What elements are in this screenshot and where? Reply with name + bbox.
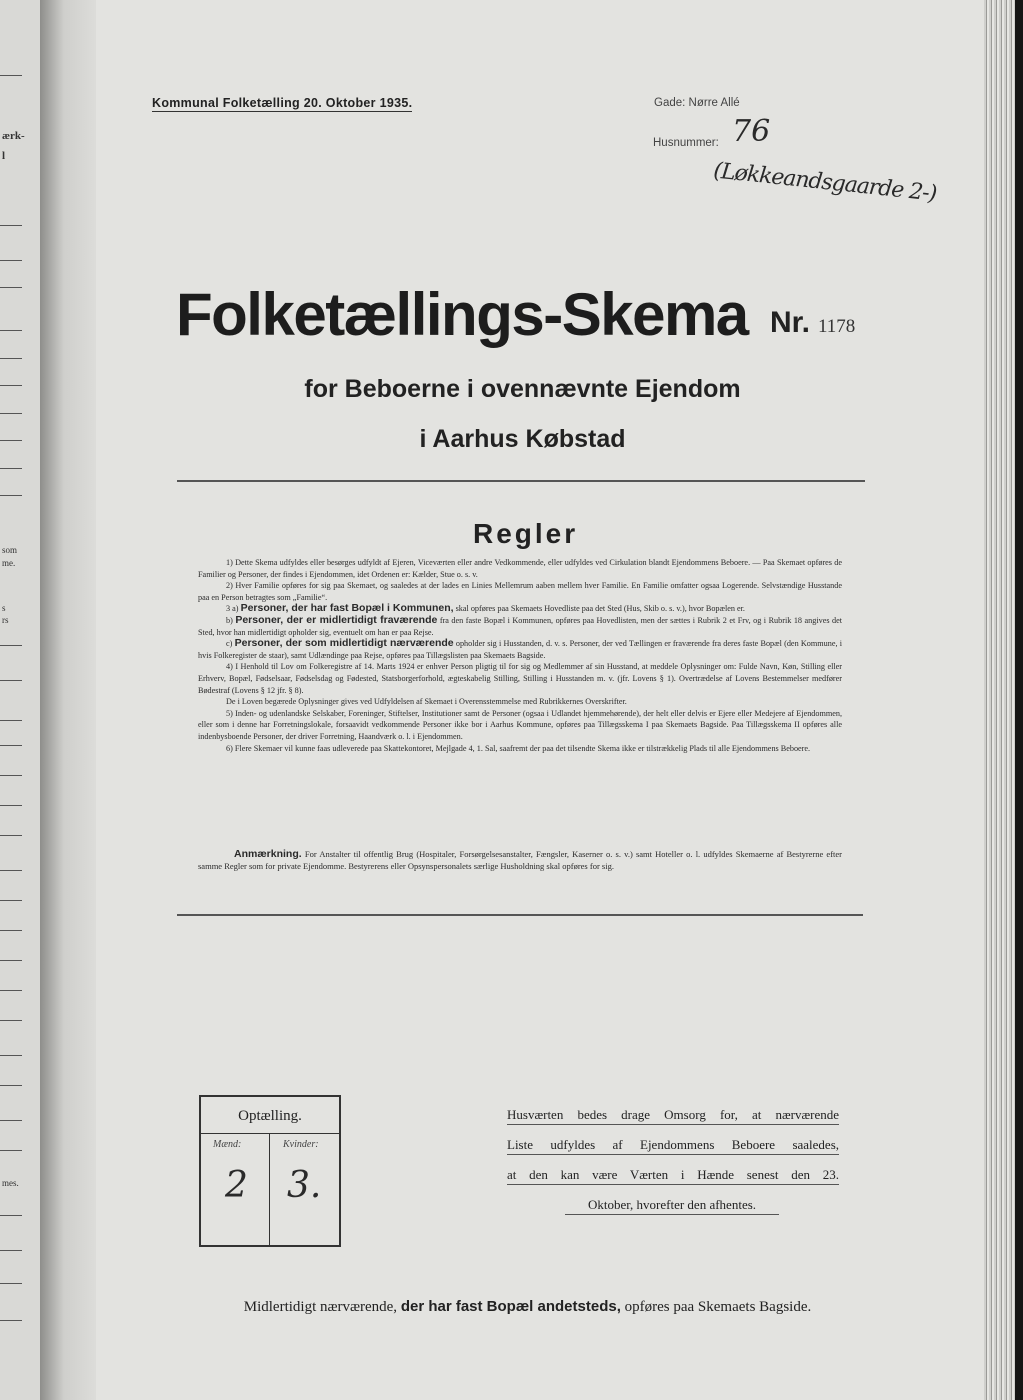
margin-rule	[0, 468, 22, 469]
rule-3c: c) Personer, der som midlertidigt nærværende opholder sig i Husstanden, d. v. s. Personer, der ved Tællingen er fraværende fra deres faste Bopæl (den Kommune, i hvis Folkeregister de staar), samt Udlændinge paa Rejse, opføres paa Tillægslisten paa Skemaets Bagside.	[198, 637, 843, 660]
notice-line: Husværten bedes drage Omsorg for, at nærværende	[507, 1106, 839, 1125]
rules-heading: Regler	[473, 518, 579, 549]
margin-rule	[0, 930, 22, 931]
margin-rule	[0, 1320, 22, 1321]
rule-6: 6) Flere Skemaer vil kunne faas udleverede paa Skattekontoret, Mejlgade 4, 1. Sal, saafremt der paa det tilsendte Skema ikke er tilstrækkelig Plads til alle Ejendommens Beboere.	[226, 743, 811, 753]
count-box	[199, 1095, 341, 1247]
margin-rule	[0, 1085, 22, 1086]
margin-rule	[0, 75, 22, 76]
men-label: Mænd:	[213, 1139, 242, 1150]
margin-fragment: som	[2, 545, 18, 555]
form-number-value: 1178	[818, 316, 856, 337]
margin-rule	[0, 1150, 22, 1151]
rule-3a: 3 a) Personer, der har fast Bopæl i Kommunen, skal opføres paa Skemaets Hovedliste paa det Sted (Hus, Skib o. s. v.), hvor Bopælen er.	[226, 602, 745, 615]
rule-3b: b) Personer, der er midlertidigt fraværende fra den faste Bopæl i Kommunen, opføres paa Hovedlisten, men der sættes i Rubrik 2 et Frv, og i Rubrik 18 angives det Sted, hvor han midlertidigt opholder sig, eventuelt om han er paa Rejse.	[198, 613, 843, 637]
house-number-label: Husnummer:	[653, 137, 719, 149]
rules-text	[198, 557, 842, 754]
women-label: Kvinder:	[283, 1139, 319, 1150]
count-box-rule	[201, 1133, 339, 1134]
margin-rule	[0, 1120, 22, 1121]
margin-rule	[0, 260, 22, 261]
margin-rule	[0, 775, 22, 776]
rule-2: 2) Hver Familie opføres for sig paa Skemaet, og saaledes at der lades en Linies Mellemrum aaben mellem hver Familie. En Familie omfatter ogsaa Logerende. Selvstændige Husstande paa en Person betragtes som „Familie“.	[198, 581, 842, 602]
handwritten-note: (Løkkeandsgaarde 2-)	[712, 158, 938, 207]
count-box-divider	[269, 1133, 270, 1245]
margin-rule	[0, 1283, 22, 1284]
margin-rule	[0, 1020, 22, 1021]
street-label: Gade:	[654, 97, 686, 109]
divider-bottom	[177, 914, 863, 916]
margin-rule	[0, 495, 22, 496]
margin-rule	[0, 960, 22, 961]
margin-rule	[0, 745, 22, 746]
margin-rule	[0, 330, 22, 331]
margin-rule	[0, 287, 22, 288]
margin-fragment: ærk-	[2, 130, 25, 142]
form-municipality: i Aarhus Købstad	[419, 425, 626, 453]
margin-fragment: l	[2, 150, 6, 162]
rule-4: 4) I Henhold til Lov om Folkeregistre af 14. Marts 1924 er enhver Person pligtig til for sig og Medlemmer af sin Husstand, at meddele Oplysninger om: Fulde Navn, Køn, Stilling eller Erhverv, Bopæl, Fødselsaar, Fødselsdag og Fødested, Statsborgerforhold, ægteskabelig Stilling, Stilling i Husstanden m. v. (jfr. Lovens § 1). Overtrædelse af Lovens Bestemmelser medfører Bødestraf (Lovens § 12 jfr. § 8).	[198, 662, 842, 695]
margin-rule	[0, 870, 22, 871]
remark-text: For Anstalter til offentlig Brug (Hospitaler, Forsørgelsesanstalter, Fængsler, Kaserner o. s. v.) samt Hoteller o. l. udfyldes Skemaerne af Bestyrerne efter samme Regler som for private Ejendomme. Bestyrerens eller Opsynspersonalets særlige Husholdning skal opføres for sig.	[198, 849, 843, 871]
notice-line: Oktober, hvorefter den afhentes.	[565, 1196, 779, 1215]
margin-rule	[0, 413, 22, 414]
remark	[198, 848, 842, 872]
rule-1: 1) Dette Skema udfyldes eller besørges udfyldt af Ejeren, Viceværten eller andre Vedkommende, eller udfyldes ved Cirkulation blandt Ejendommens Beboere. — Paa Skemaet opføres de Familier og Personer, der findes i Ejendommen, idet Ordenen er: Kælder, Stue o. s. v.	[198, 558, 842, 579]
margin-rule	[0, 1250, 22, 1251]
background-edge	[1015, 0, 1023, 1400]
house-number-handwritten: 76	[732, 114, 771, 149]
notice-line: at den kan være Værten i Hænde senest den 23.	[507, 1166, 839, 1185]
census-header: Kommunal Folketælling 20. Oktober 1935.	[152, 96, 413, 110]
form-number-label: Nr.	[770, 306, 811, 339]
divider-top	[177, 480, 865, 482]
margin-rule	[0, 990, 22, 991]
margin-fragment: mes.	[2, 1178, 19, 1188]
women-count: 3.	[287, 1165, 322, 1206]
margin-rule	[0, 835, 22, 836]
margin-rule	[0, 1215, 22, 1216]
margin-fragment: me.	[2, 558, 16, 568]
margin-rule	[0, 720, 22, 721]
landlord-notice	[507, 1106, 839, 1226]
remark-label: Anmærkning.	[234, 848, 302, 860]
form-subtitle: for Beboerne i ovennævnte Ejendom	[304, 375, 741, 403]
margin-rule	[0, 680, 22, 681]
margin-fragment: rs	[2, 615, 9, 625]
count-box-title: Optælling.	[238, 1108, 302, 1124]
margin-rule	[0, 900, 22, 901]
book-spine-shadow	[40, 0, 100, 1400]
street-field	[654, 97, 740, 109]
notice-line: Liste udfyldes af Ejendommens Beboere saaledes,	[507, 1136, 839, 1155]
margin-rule	[0, 358, 22, 359]
men-count: 2	[225, 1165, 248, 1206]
page-edges	[984, 0, 1023, 1400]
form-title: Folketællings-Skema	[176, 281, 748, 348]
margin-rule	[0, 1055, 22, 1056]
margin-rule	[0, 805, 22, 806]
rule-5: 5) Inden- og udenlandske Selskaber, Foreninger, Stiftelser, Institutioner samt de Personer (ogsaa i Udlandet hjemmehørende), der helt eller delvis er Ejere eller Medejere af Ejendommen, eller som i denne har Forretningslokale, forsaavidt vedkommende Personer ikke bor i Aarhus Kommune, opføres paa Tillægsskema I paa Skemaets Bagside. Paa Tillægsskema II opføres alle indenbysboende Personer, der driver Forretning, Haandværk o. l. i Ejendommen.	[198, 708, 842, 741]
margin-rule	[0, 225, 22, 226]
margin-fragment: s	[2, 603, 6, 613]
footer-note: Midlertidigt nærværende, der har fast Bopæl andetsteds, opføres paa Skemaets Bagside.	[243, 1298, 812, 1315]
margin-rule	[0, 645, 22, 646]
street-value: Nørre Allé	[688, 97, 740, 109]
adjacent-page-fragment	[0, 0, 42, 1400]
rule-4b: De i Loven begærede Oplysninger gives ved Udfyldelsen af Skemaet i Overensstemmelse med Rubrikkernes Overskrifter.	[226, 697, 627, 707]
